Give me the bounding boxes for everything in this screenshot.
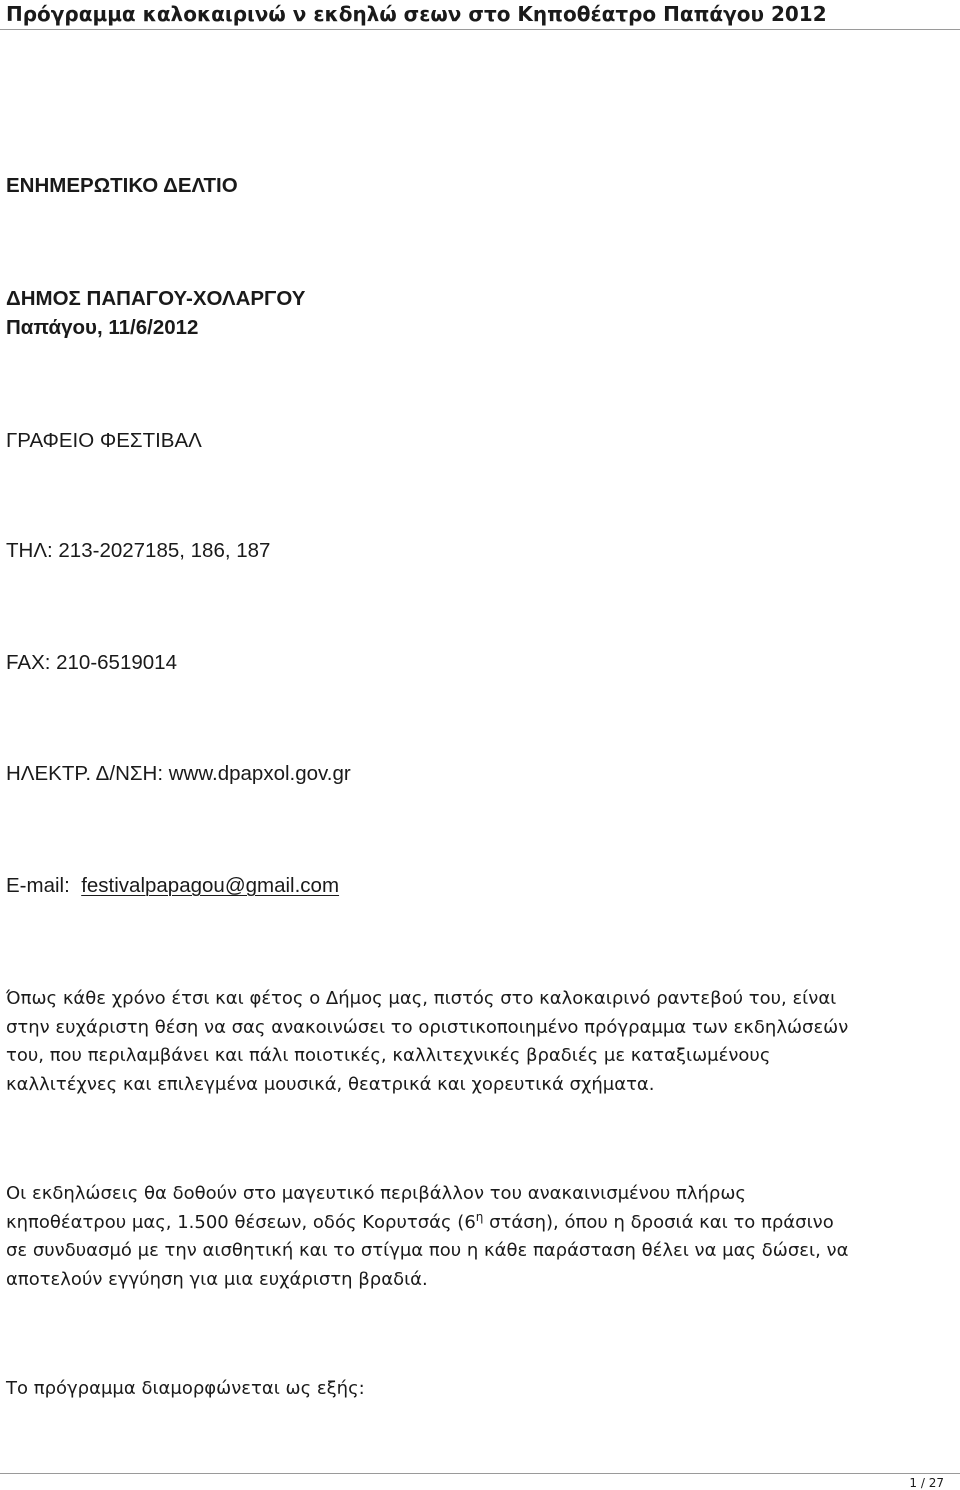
header-divider bbox=[0, 29, 960, 30]
superscript-eta: η bbox=[475, 1209, 484, 1224]
email-line bbox=[6, 874, 339, 898]
paragraph-line: στην ευχάριστη θέση να σας ανακοινώσει το οριστικοποιημένο πρόγραμμα των εκδηλώσεών bbox=[6, 1016, 849, 1038]
bulletin-heading: ΕΝΗΜΕΡΩΤΙΚΟ ΔΕΛΤΙΟ bbox=[6, 174, 238, 197]
document-header-title: Πρόγραμμα καλοκαιρινώ ν εκδηλώ σεων στο Κηποθέατρο Παπάγου 2012 bbox=[6, 2, 827, 26]
website-line: ΗΛΕΚΤΡ. Δ/ΝΣΗ: www.dpapxol.gov.gr bbox=[6, 762, 351, 785]
festival-office: ΓΡΑΦΕΙΟ ΦΕΣΤΙΒΑΛ bbox=[6, 429, 202, 452]
paragraph-line: του, που περιλαμβάνει και πάλι ποιοτικές, καλλιτεχνικές βραδιές με καταξιωμένους bbox=[6, 1045, 771, 1066]
municipality-line bbox=[6, 287, 305, 311]
program-intro bbox=[6, 1375, 954, 1404]
paragraph-line: σε συνδυασμό με την αισθητική και το στίγμα που η κάθε παράσταση θέλει να μας δώσει, να bbox=[6, 1240, 849, 1261]
email-label: E-mail: bbox=[6, 874, 70, 897]
paragraph-line: Όπως κάθε χρόνο έτσι και φέτος ο Δήμος μας, πιστός στο καλοκαιρινό ραντεβού του, είναι bbox=[6, 988, 837, 1009]
closing-line: Το πρόγραμμα διαμορφώνεται ως εξής: bbox=[6, 1378, 365, 1399]
fax-line: FAX: 210-6519014 bbox=[6, 651, 177, 674]
footer-divider bbox=[0, 1473, 960, 1474]
page-number: 1 / 27 bbox=[909, 1476, 944, 1490]
paragraph-line: αποτελούν εγγύηση για μια ευχάριστη βραδιά. bbox=[6, 1268, 428, 1290]
venue-paragraph bbox=[6, 1180, 954, 1294]
intro-paragraph bbox=[6, 985, 954, 1099]
line-text: κηποθέατρου μας, 1.500 θέσεων, οδός Κορυτσάς (6 bbox=[6, 1211, 476, 1233]
place-date: Παπάγου, 11/6/2012 bbox=[6, 316, 199, 339]
paragraph-line bbox=[6, 1209, 954, 1238]
municipality-name: ΔΗΜΟΣ ΠΑΠΑΓΟΥ-ΧΟΛΑΡΓΟΥ bbox=[6, 287, 306, 310]
email-link[interactable]: festivalpapagou@gmail.com bbox=[81, 874, 340, 897]
paragraph-line: Οι εκδηλώσεις θα δοθούν στο μαγευτικό περιβάλλον του ανακαινισμένου πλήρως bbox=[6, 1183, 746, 1204]
line-text: στάση), όπου η δροσιά και το πράσινο bbox=[483, 1211, 834, 1233]
phone-line: ΤΗΛ: 213-2027185, 186, 187 bbox=[6, 539, 271, 562]
paragraph-line: καλλιτέχνες και επιλεγμένα μουσικά, θεατρικά και χορευτικά σχήματα. bbox=[6, 1073, 655, 1095]
